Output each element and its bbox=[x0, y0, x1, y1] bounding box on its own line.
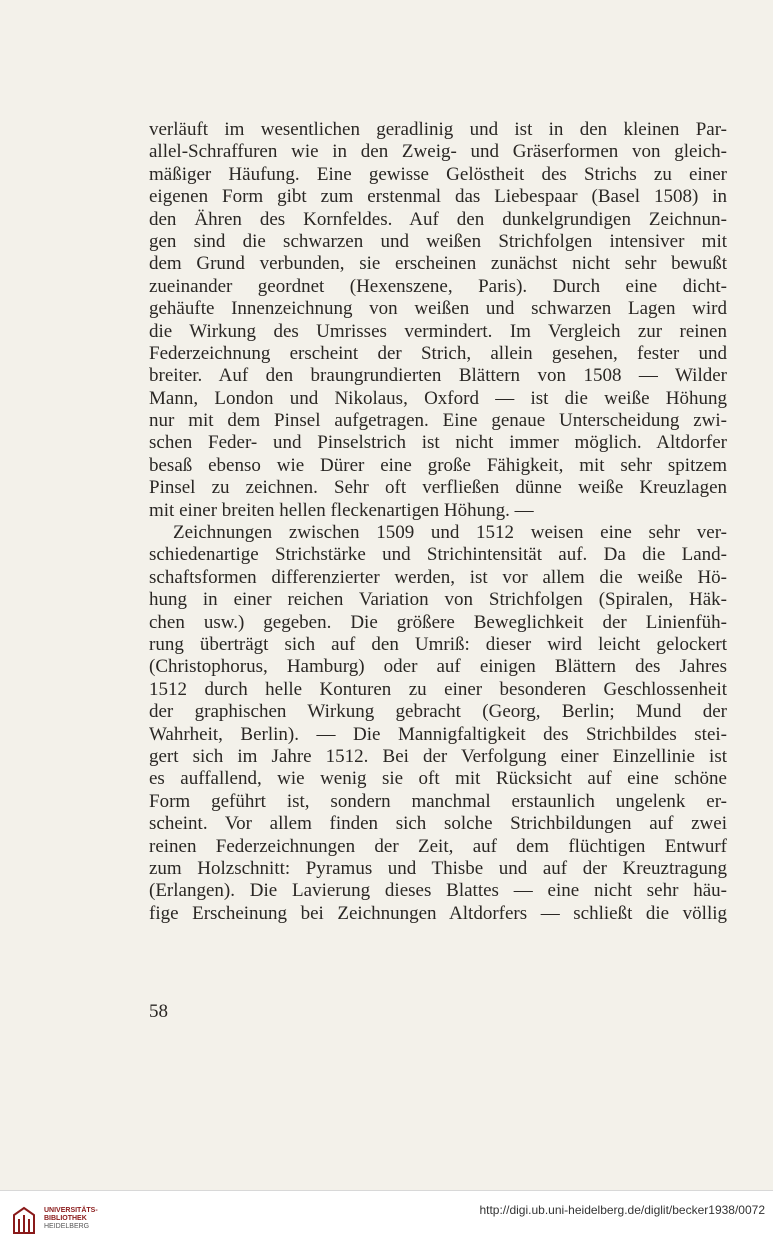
text-line: gen sind die schwarzen und weißen Strichfolgen intensiver mit bbox=[149, 230, 727, 252]
text-line: scheint. Vor allem finden sich solche Strichbildungen auf zwei bbox=[149, 813, 727, 835]
text-line: Zeichnungen zwischen 1509 und 1512 weisen eine sehr ver- bbox=[173, 522, 727, 544]
text-line: (Christophorus, Hamburg) oder auf einigen Blättern des Jahres bbox=[149, 656, 727, 678]
text-line: gert sich im Jahre 1512. Bei der Verfolgung einer Einzellinie ist bbox=[149, 745, 727, 767]
text-line: rung überträgt sich auf den Umriß: dieser wird leicht gelockert bbox=[149, 633, 727, 655]
text-line: eigenen Form gibt zum erstenmal das Liebespaar (Basel 1508) in bbox=[149, 186, 727, 208]
text-line: chen usw.) gegeben. Die größere Beweglichkeit der Linienfüh- bbox=[149, 611, 727, 633]
text-line: mäßiger Häufung. Eine gewisse Gelöstheit des Strichs zu einer bbox=[149, 163, 727, 185]
text-line: breiter. Auf den braungrundierten Blättern von 1508 — Wilder bbox=[149, 365, 727, 387]
text-line: (Erlangen). Die Lavierung dieses Blattes — eine nicht sehr häu- bbox=[149, 880, 727, 902]
text-line: die Wirkung des Umrisses vermindert. Im Vergleich zur reinen bbox=[149, 320, 727, 342]
text-line: reinen Federzeichnungen der Zeit, auf dem flüchtigen Entwurf bbox=[149, 835, 727, 857]
text-line: der graphischen Wirkung gebracht (Georg, Berlin; Mund der bbox=[149, 701, 727, 723]
text-line: Mann, London und Nikolaus, Oxford — ist die weiße Höhung bbox=[149, 387, 727, 409]
text-line: dem Grund verbunden, sie erscheinen zunächst nicht sehr bewußt bbox=[149, 253, 727, 275]
text-line: Federzeichnung erscheint der Strich, allein gesehen, fester und bbox=[149, 342, 727, 364]
text-line: es auffallend, wie wenig sie oft mit Rücksicht auf eine schöne bbox=[149, 768, 727, 790]
text-line: Pinsel zu zeichnen. Sehr oft verfließen dünne weiße Kreuzlagen bbox=[149, 477, 727, 499]
text-line: zueinander geordnet (Hexenszene, Paris). Durch eine dicht- bbox=[149, 275, 727, 297]
text-line: schen Feder- und Pinselstrich ist nicht immer möglich. Altdorfer bbox=[149, 432, 727, 454]
text-line: allel-Schraffuren wie in den Zweig- und Gräserformen von gleich- bbox=[149, 141, 727, 163]
library-name-line1: UNIVERSITÄTS- bbox=[44, 1207, 98, 1214]
text-line: besaß ebenso wie Dürer eine große Fähigkeit, mit sehr spitzem bbox=[149, 454, 727, 476]
text-line: Wahrheit, Berlin). — Die Mannigfaltigkeit des Strichbildes stei- bbox=[149, 723, 727, 745]
text-line: schiedenartige Strichstärke und Strichintensität auf. Da die Land- bbox=[149, 544, 727, 566]
text-line: fige Erscheinung bei Zeichnungen Altdorfers — schließt die völlig bbox=[149, 902, 727, 924]
library-name-line2: BIBLIOTHEK bbox=[44, 1215, 87, 1222]
text-line: Form geführt ist, sondern manchmal erstaunlich ungelenk er- bbox=[149, 790, 727, 812]
viewer-footer bbox=[0, 1190, 773, 1248]
text-line: zum Holzschnitt: Pyramus und Thisbe und auf der Kreuztragung bbox=[149, 857, 727, 879]
library-logo-icon bbox=[10, 1205, 38, 1235]
text-line: gehäufte Innenzeichnung von weißen und schwarzen Lagen wird bbox=[149, 298, 727, 320]
permalink-url[interactable]: http://digi.ub.uni-heidelberg.de/diglit/becker1938/0072 bbox=[479, 1203, 765, 1217]
text-line: mit einer breiten hellen fleckenartigen Höhung. — bbox=[149, 499, 534, 521]
text-line: hung in einer reichen Variation von Strichfolgen (Spiralen, Häk- bbox=[149, 589, 727, 611]
body-text bbox=[149, 119, 727, 925]
text-line: den Ähren des Kornfeldes. Auf den dunkelgrundigen Zeichnun- bbox=[149, 208, 727, 230]
text-line: nur mit dem Pinsel aufgetragen. Eine genaue Unterscheidung zwi- bbox=[149, 410, 727, 432]
text-line: 1512 durch helle Konturen zu einer besonderen Geschlossenheit bbox=[149, 678, 727, 700]
text-line: verläuft im wesentlichen geradlinig und ist in den kleinen Par- bbox=[149, 119, 727, 140]
library-name-line3: HEIDELBERG bbox=[44, 1223, 90, 1230]
page-number: 58 bbox=[149, 1001, 168, 1022]
library-name bbox=[44, 1207, 98, 1231]
text-line: schaftsformen differenzierter werden, ist vor allem die weiße Hö- bbox=[149, 566, 727, 588]
